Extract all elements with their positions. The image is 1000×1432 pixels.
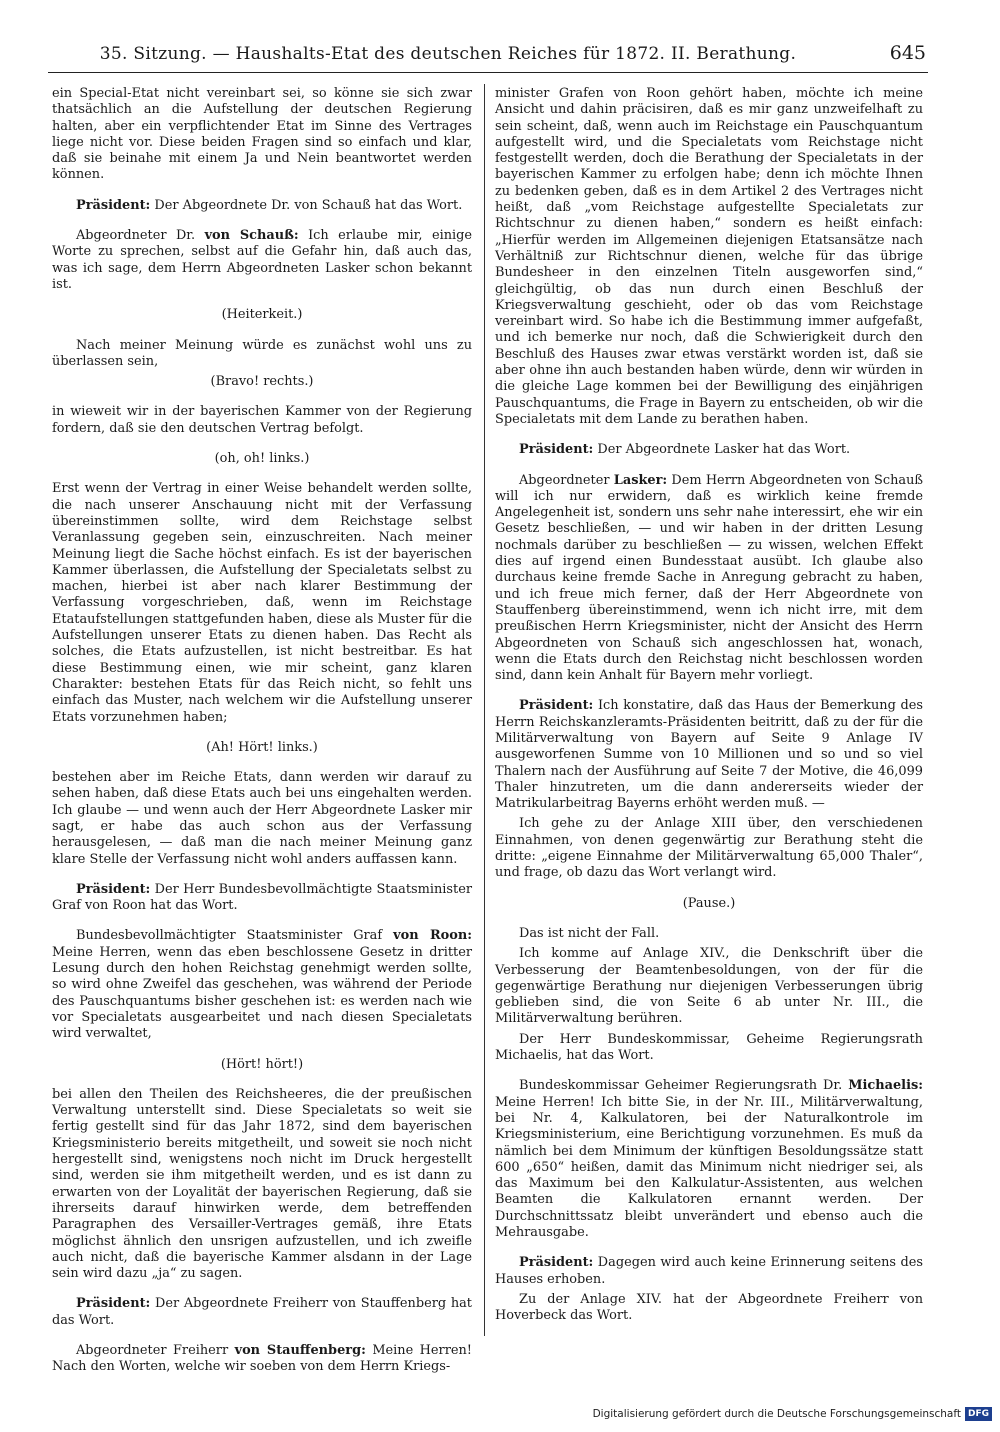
paragraph [52, 228, 472, 293]
column-divider [484, 84, 485, 1336]
speaker-intro: Abgeordneter [519, 472, 610, 488]
paragraph-text: Ich konstatire, daß das Haus der Bemerkung des Herrn Reichskanzleramts-Präsidenten beitritt, daß zu der für die Militärverwaltung von Bayern auf Seite 9 Anlage IV ausgeworfenen Summe von 10 Millionen und so und so viel Thalern nach der Ausführung auf Seite 7 der Motive, die 46,099 Thaler hinzutreten, um die dann andererseits wieder der Matrikularbeitrag Bayerns erhöht werden muß. — [495, 698, 924, 812]
paragraph [52, 1296, 472, 1329]
interjection: (Bravo! rechts.) [210, 374, 314, 390]
interjection: (oh, oh! links.) [214, 451, 310, 467]
right-column [495, 86, 923, 1338]
interjection: (Heiterkeit.) [221, 307, 303, 323]
dfg-logo: DFG [965, 1407, 992, 1421]
paragraph: Der Herr Bundeskommissar, Geheime Regierungsrath Michaelis, hat das Wort. [495, 1031, 923, 1064]
paragraph: Zu der Anlage XIV. hat der Abgeordnete Freiherr von Hoverbeck das Wort. [495, 1291, 923, 1324]
paragraph [52, 928, 472, 1042]
page-number: 645 [889, 42, 926, 64]
speaker-label: von Schauß: [204, 228, 299, 244]
paragraph [495, 442, 923, 458]
speaker-label: Präsident: [519, 1255, 594, 1271]
speaker-intro: Bundeskommissar Geheimer Regierungsrath Dr. [519, 1078, 843, 1094]
interjection: (Ah! Hört! links.) [206, 739, 318, 755]
speaker-label: Lasker: [613, 472, 668, 488]
interjection: (Pause.) [682, 895, 736, 911]
paragraph: in wieweit wir in der bayerischen Kammer von der Regierung fordern, daß sie den deutschen Vertrag befolgt. [52, 404, 472, 436]
paragraph: ein Special-Etat nicht vereinbart sei, so könne sie sich zwar thatsächlich an die Aufstellung der deutschen Regierung halten, aber ein verpflichtender Etat im Sinne des Vertrages liege nicht vor. Diese beiden Fragen sind so einfach und klar, daß sie beinahe mit einem Ja und Nein beantwortet werden können. [52, 86, 472, 183]
paragraph [495, 1078, 923, 1241]
paragraph: Nach meiner Meinung würde es zunächst wohl uns zu überlassen sein, [52, 337, 472, 369]
header-title: 35. Sitzung. — Haushalts-Etat des deutschen Reiches für 1872. II. Berathung. [99, 44, 797, 64]
paragraph: Ich komme auf Anlage XIV., die Denkschrift über die Verbesserung der Beamtenbesoldungen, von der für die gegenwärtige Berathung nur diejenigen Verbesserungen übrig geblieben sind, die von Seite 6 ab unter Nr. III., die Militärverwaltung berühren. [495, 946, 923, 1027]
speaker-intro: Bundesbevollmächtigter Staatsminister Graf [76, 928, 383, 944]
speaker-label: Präsident: [519, 442, 594, 458]
paragraph [52, 882, 472, 915]
interjection: (Hört! hört!) [220, 1056, 304, 1072]
paragraph: Erst wenn der Vertrag in einer Weise behandelt werden sollte, die nach unserer Anschauung nicht mit der Verfassung übereinstimmen sollte, wird dem Reichstage selbst Veranlassung gegeben sein, einzuschreiten. Nach meiner Meinung liegt die Sache höchst einfach. Es ist der bayerischen Kammer überlassen, die Aufstellung der Specialetats selbst zu machen, hierbei ist aber nach klarer Bestimmung der Verfassung vorgeschrieben, daß, wenn im Reichstage Etataufstellungen stattgefunden haben, diese als Muster für die Aufstellungen unserer Etats zu dienen haben. Das Recht als solches, die Etats aufzustellen, ist nicht bestreitbar. Es hat diese Bestimmung einen, wie mir scheint, ganz klaren Charakter: bestehen Etats für das Reich nicht, so fehlt uns einfach das Muster, nach welchem wir die Aufstellung unserer Etats vorzunehmen haben; [52, 481, 472, 725]
paragraph: bei allen den Theilen des Reichsheeres, die der preußischen Verwaltung unterstellt sind. Diese Specialetats so weit sie fertig gestellt sind für das Jahr 1872, sind dem bayerischen Kriegsministerio bereits mitgetheilt, und soweit sie noch nicht hergestellt sind, wenigstens noch nicht im Druck hergestellt sind, werden sie ihm mitgetheilt werden, und es ist dann zu erwarten von der Loyalität der bayerischen Regierung, daß sie ihrerseits darauf hinwirken werde, dem betreffenden Paragraphen des Versailler-Vertrages gemäß, ihre Etats möglichst ähnlich den unsrigen aufzustellen, und ich zweifle auch nicht, daß die bayerische Kammer alsdann in der Lage sein wird dazu „ja“ zu sagen. [52, 1086, 472, 1282]
left-column [52, 86, 472, 1390]
paragraph-text: Der Herr Bundesbevollmächtigte Staatsminister Graf von Roon hat das Wort. [52, 881, 472, 914]
speaker-label: Präsident: [76, 881, 151, 897]
paragraph-text: Meine Herren! Ich bitte Sie, in der Nr. III., Militärverwaltung, bei Nr. 4, Kalkulatoren, bei der Naturalkontrole im Kriegsministerium, eine Berichtigung vorzunehmen. Es muß da nämlich bei dem Minimum der künftigen Besoldungssätze statt 600 „650“ heißen, damit das Minimum nicht niedriger sei, als das Maximum bei den Kalkulatur-Assistenten, aus welchen Beamten die Kalkulatoren ernannt werden. Der Durchschnittssatz bleibt unverändert und ebenso auch die Mehrausgabe. [495, 1094, 923, 1240]
speaker-label: Präsident: [76, 1296, 151, 1312]
speaker-label: von Stauffenberg: [234, 1343, 366, 1358]
paragraph: Das ist nicht der Fall. [519, 925, 660, 941]
paragraph: Ich gehe zu der Anlage XIII über, den verschiedenen Einnahmen, von denen gegenwärtig zur Berathung steht die dritte: „eigene Einnahme der Militärverwaltung 65,000 Thaler“, und frage, ob dazu das Wort verlangt wird. [495, 816, 923, 881]
paragraph-text: Dagegen wird auch keine Erinnerung seitens des Hauses erhoben. [495, 1255, 923, 1287]
digitization-credit [593, 1407, 992, 1421]
paragraph [52, 1343, 472, 1376]
paragraph-text: Der Abgeordnete Lasker hat das Wort. [597, 442, 851, 458]
paragraph: minister Grafen von Roon gehört haben, möchte ich meine Ansicht und dahin präcisiren, daß es mir ganz unzweifelhaft zu sein scheint, daß, wenn auch im Reichstage ein Pauschquantum aufgestellt wird, und die Specialetats vom Reichstage nicht festgestellt werden, doch die Berathung der Specialetats in der bayerischen Kammer zu erfolgen habe; denn ich möchte Ihnen zu bedenken geben, daß es in dem Artikel 2 des Vertrages nicht heißt, daß „vom Reichstage aufgestellte Specialetats zur Richtschnur zu dienen haben,“ sondern es heißt einfach: „Hierfür werden im Allgemeinen diejenigen Etatsansätze nach Verhältniß zur Richtschnur dienen, welche für das übrige Bundesheer in den einzelnen Titeln ausgeworfen sind,“ gleichgültig, ob das nun durch einen Beschluß der Kriegsverwaltung geschieht, oder ob das vom Reichstage vereinbart wird. So habe ich die Bestimmung immer aufgefaßt, und ich bemerke nur noch, daß die Schwierigkeit durch den Beschluß des Hauses zwar etwas verstärkt worden ist, daß sie aber ohne ihn auch bestanden haben würde, denn wir würden in die gleiche Lage kommen bei der Bewilligung des einjährigen Pauschquantums, die Frage in Bayern zu entscheiden, ob wir die Specialetats mit dem Lande zu berathen haben. [495, 86, 923, 427]
speaker-intro: Abgeordneter Dr. [76, 228, 196, 244]
paragraph [495, 473, 923, 685]
speaker-intro: Abgeordneter Freiherr [76, 1343, 229, 1358]
paragraph-text: Meine Herren! Nach den Worten, welche wir soeben von dem Herrn Kriegs- [52, 1343, 472, 1375]
paragraph [495, 698, 923, 812]
paragraph [52, 198, 472, 214]
speaker-label: Präsident: [76, 197, 151, 213]
paragraph: bestehen aber im Reiche Etats, dann werden wir darauf zu sehen haben, daß diese Etats auch bei uns eingehalten werden. Ich glaube — und wenn auch der Herr Abgeordnete Lasker mir sagt, er habe das auch schon aus der Verfassung herausgelesen, — daß man die nach meiner Meinung ganz klare Stelle der Verfassung nicht wohl anders auffassen kann. [52, 770, 472, 867]
paragraph-text: Ich erlaube mir, einige Worte zu sprechen, selbst auf die Gefahr hin, daß auch das, was ich sage, dem Herrn Abgeordneten Lasker schon bekannt ist. [52, 228, 473, 292]
speaker-label: Michaelis: [848, 1078, 923, 1094]
speaker-label: von Roon: [393, 928, 472, 944]
paragraph-text: Dem Herrn Abgeordneten von Schauß will ich nur erwidern, daß es wirklich keine fremde Angelegenheit ist, sondern uns sehr nahe interessirt, ehe wir ein Gesetz beschließen, — und wir haben in der dritten Lesung nochmals darüber zu beschließen — zu wissen, welchen Effekt dies auf irgend einen Bundesstaat ausübt. Ich glaube also durchaus keine fremde Sache in Anregung gebracht zu haben, und ich freue mich ferner, daß der Herr Abgeordnete von Stauffenberg übereinstimmend, wenn ich nicht irre, mit dem preußischen Herrn Kriegsminister, nicht der Ansicht des Herrn Abgeordneten von Schauß sich angeschlossen hat, wonach, wenn die Etats durch den Reichstag nicht beschlossen worden sind, dann kein Anhalt für Bayern mehr vorliegt. [495, 472, 923, 684]
paragraph-text: Der Abgeordnete Dr. von Schauß hat das Wort. [154, 197, 463, 213]
paragraph-text: Der Abgeordnete Freiherr von Stauffenberg hat das Wort. [52, 1296, 472, 1328]
running-header [48, 42, 928, 73]
paragraph-text: Meine Herren, wenn das eben beschlossene Gesetz in dritter Lesung durch den hohen Reichstag genehmigt werden sollte, so wird ohne Zweifel das geschehen, was während der Periode des Pauschquantums bisher geschehen ist: es werden nach wie vor Specialetats ausgearbeitet und nach diesen Specialetats wird verwaltet, [52, 944, 472, 1042]
speaker-label: Präsident: [519, 698, 594, 714]
credit-text: Digitalisierung gefördert durch die Deutsche Forschungsgemeinschaft [592, 1408, 961, 1420]
paragraph [495, 1255, 923, 1288]
